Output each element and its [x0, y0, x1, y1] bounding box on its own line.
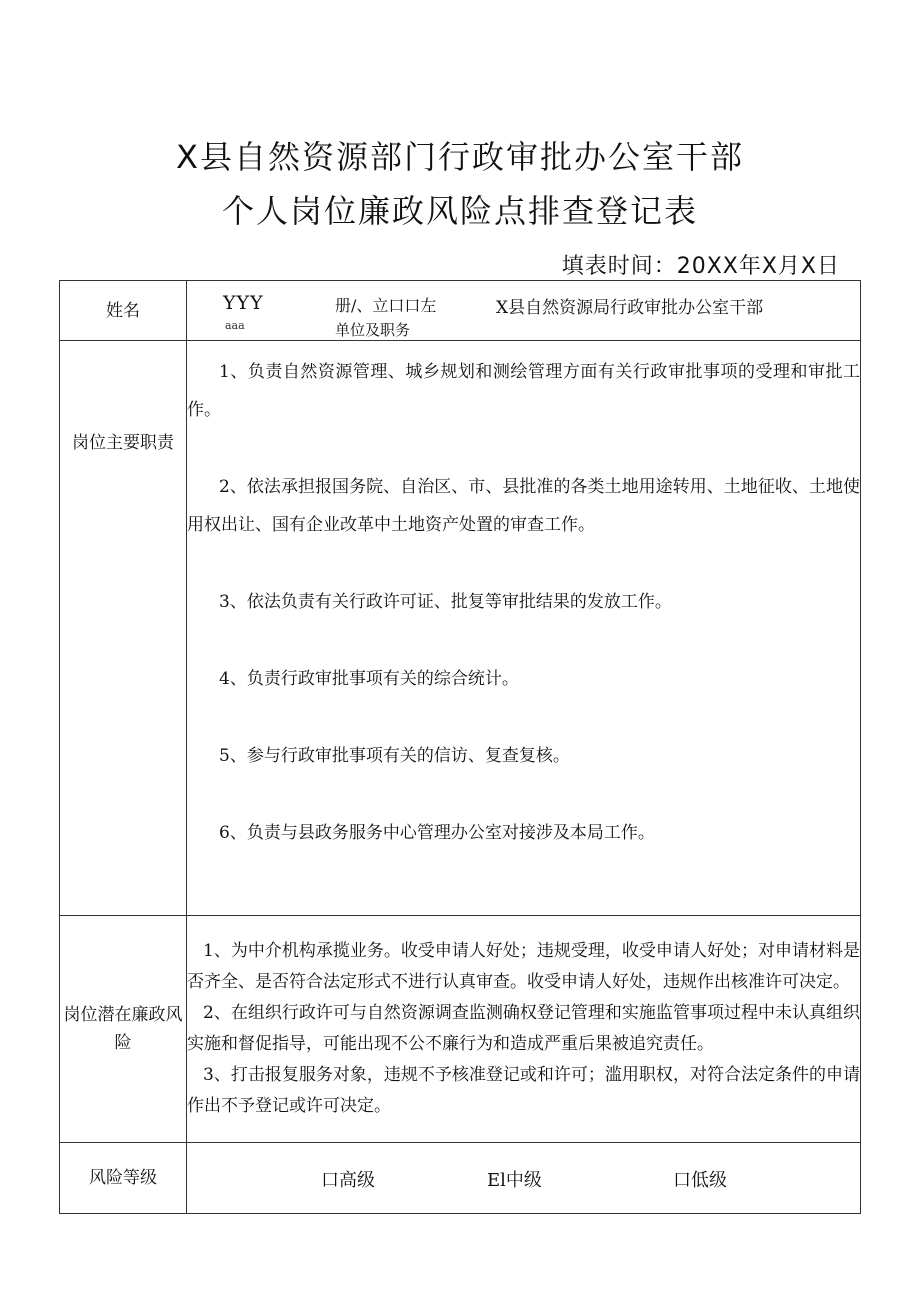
- name-unit-cell: [187, 281, 861, 341]
- unit-label-line2: 单位及职务: [335, 321, 411, 339]
- duty-item: 4、负责行政审批事项有关的综合统计。: [219, 669, 519, 689]
- risk-item: 3、打击报复服务对象，违规不予核准登记或和许可；滥用职权，对符合法定条件的申请作出不予登记或许可决定。: [187, 1065, 860, 1116]
- risk-cell: [187, 916, 861, 1143]
- form-title-line2: 个人岗位廉政风险点排查登记表: [221, 192, 698, 230]
- duty-item: 5、参与行政审批事项有关的信访、复查复核。: [219, 746, 570, 766]
- risk-row: [60, 916, 861, 1143]
- duties-row: [60, 341, 861, 916]
- level-label: 风险等级: [60, 1143, 187, 1214]
- level-row: [60, 1143, 861, 1214]
- level-option-high[interactable]: 口高级: [321, 1170, 375, 1191]
- duty-item: 3、依法负责有关行政许可证、批复等审批结果的发放工作。: [219, 592, 672, 612]
- risk-item: 1、为中介机构承揽业务。收受申请人好处；违规受理，收受申请人好处；对申请材料是否齐全、是否符合法定形式不进行认真审查。收受申请人好处，违规作出核准许可决定。: [187, 941, 860, 992]
- level-option-medium[interactable]: El中级: [487, 1170, 542, 1191]
- level-cell: [187, 1143, 861, 1214]
- unit-label-line1: 册/、立口口左: [335, 296, 437, 315]
- name-value: YYY: [223, 292, 264, 314]
- register-table: [59, 280, 861, 1214]
- risk-item: 2、在组织行政许可与自然资源调查监测确权登记管理和实施监管事项过程中未认真组织实施和督促指导，可能出现不公不廉行为和造成严重后果被追究责任。: [187, 1003, 860, 1054]
- risk-label: 岗位潜在廉政风险: [60, 916, 187, 1143]
- duty-item: 1、负责自然资源管理、城乡规划和测绘管理方面有关行政审批事项的受理和审批工作。: [187, 362, 860, 420]
- duty-item: 2、依法承担报国务院、自治区、市、县批准的各类土地用途转用、土地征收、土地使用权出让、国有企业改革中土地资产处置的审查工作。: [187, 477, 860, 535]
- fill-date: 填表时间：20XX年X月X日: [561, 254, 840, 279]
- level-option-low[interactable]: 口低级: [673, 1170, 727, 1191]
- unit-value: X县自然资源局行政审批办公室干部: [496, 298, 764, 318]
- name-subtext: aaa: [225, 319, 245, 332]
- name-row: [60, 281, 861, 341]
- duties-label: 岗位主要职责: [60, 341, 187, 916]
- duty-item: 6、负责与县政务服务中心管理办公室对接涉及本局工作。: [219, 823, 655, 843]
- duties-cell: [187, 341, 861, 916]
- name-label: 姓名: [60, 281, 187, 341]
- form-title-line1: X县自然资源部门行政审批办公室干部: [176, 138, 744, 176]
